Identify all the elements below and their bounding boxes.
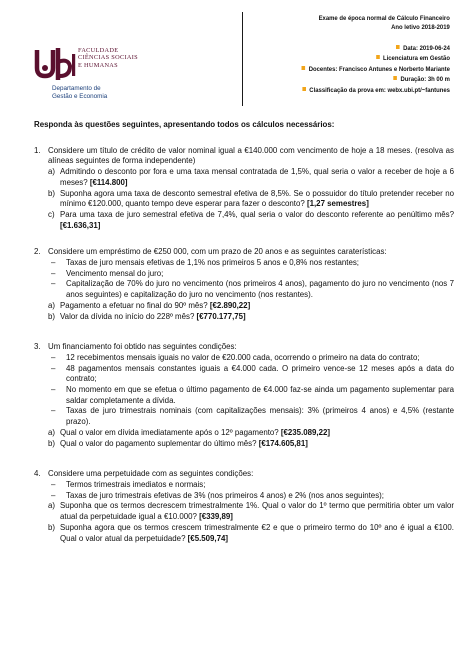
answer: [€339,89] bbox=[199, 512, 233, 522]
meta-degree: Licenciatura em Gestão bbox=[302, 54, 450, 64]
university-logo bbox=[34, 44, 194, 114]
faculty-name: FACULDADE CIÊNCIAS SOCIAIS E HUMANAS bbox=[78, 47, 138, 69]
square-bullet-icon bbox=[393, 76, 397, 80]
meta-teachers: Docentes: Francisco Antunes e Norberto Mariante bbox=[302, 65, 450, 75]
condition-item: – No momento em que se efetua o último pagamento de €4.000 faz-se ainda um pagamento suplementar para saldar completamente a dívida. bbox=[51, 385, 454, 405]
question-1: 1. Considere um título de crédito de valor nominal igual a €140.000 com vencimento de hoje a 18 meses. (resolva as alíneas seguintes de forma independente) a) Admitindo o desconto por fora e uma taxa mensal contratada de 1,5%, qual seria o valor a receber de hoje a 6 meses? [€114.800] b) Suponha agora uma taxa de desconto semestral efetiva de 8,5%. Se o possuidor do título pretender receber no mínimo €120.000, quanto tempo deve esperar para fazer o desconto? [1,27 semestres] c) Para uma taxa de juro semestral efetiva de 7,4%, qual seria o valor do desconto referente ao penúltimo mês? [€1.636,31] bbox=[34, 145, 454, 230]
answer: [€2.890,22] bbox=[209, 300, 251, 310]
instructions: Responda às questões seguintes, apresentando todos os cálculos necessários: bbox=[34, 120, 335, 129]
condition-item: – Taxas de juro trimestrais efetivas de 3% (nos primeiros 4 anos) e 2% (nos anos seguintes); bbox=[51, 490, 384, 500]
square-bullet-icon bbox=[302, 66, 306, 70]
meta-date: Data: 2019-06-24 bbox=[302, 44, 450, 54]
sub-question: b) Qual o valor do pagamento suplementar do último mês? [€174.605,81] bbox=[48, 438, 308, 448]
department-name: Departamento de Gestão e Economia bbox=[52, 85, 108, 100]
condition-item: – Termos trimestrais imediatos e normais; bbox=[51, 479, 206, 489]
question-text: Um financiamento foi obtido nas seguintes condições: bbox=[48, 342, 237, 352]
condition-item: – Vencimento mensal do juro; bbox=[51, 268, 164, 278]
question-4: 4. Considere uma perpetuidade com as seguintes condições: – Termos trimestrais imediatos e normais; – Taxas de juro trimestrais efetivas de 3% (nos primeiros 4 anos) e 2% (nos anos seguintes); a) Suponha que os termos decrescem trimestralmente 1%. Qual o valor do 1º termo que permitiria obter um valor atual da perpetuidade igual a €10.000? [€339,89] b) Suponha agora que os termos crescem trimestralmente €2 e que o primeiro termo do 10º ano é igual a €100. Qual o valor atual da perpetuidade? [€5.509,74] bbox=[34, 469, 454, 543]
sub-question: b) Suponha agora que os termos crescem trimestralmente €2 e que o primeiro termo do 10º ano é igual a €100. Qual o valor atual da perpetuidade? [€5.509,74] bbox=[48, 522, 454, 543]
condition-item: – Capitalização de 70% do juro no vencimento (nos primeiros 4 anos), pagamento do juro no vencimento (nos 7 anos seguintes) e capitalização do juro no vencimento (nos restantes). bbox=[51, 279, 454, 300]
sub-question: b) Suponha agora uma taxa de desconto semestral efetiva de 8,5%. Se o possuidor do título pretender receber no mínimo €120.000, quanto tempo deve esperar para fazer o desconto? [1,27 semestres] bbox=[48, 188, 454, 209]
question-text: Considere um empréstimo de €250 000, com um prazo de 20 anos e as seguintes caraterísticas: bbox=[48, 247, 387, 257]
square-bullet-icon bbox=[396, 45, 400, 49]
answer: [€235.089,22] bbox=[280, 427, 331, 437]
sub-question: a) Qual o valor em dívida imediatamente após o 12º pagamento? [€235.089,22] bbox=[48, 427, 331, 437]
condition-item: – Taxas de juro mensais efetivas de 1,1% nos primeiros 5 anos e 0,8% nos restantes; bbox=[51, 258, 359, 268]
academic-year: Ano letivo 2018-2019 bbox=[391, 24, 450, 31]
condition-item: – Taxas de juro trimestrais nominais (com capitalizações mensais): 3% (primeiros 4 anos) e 4,5% (restante prazo). bbox=[51, 406, 454, 427]
exam-title-block bbox=[319, 14, 450, 32]
sub-question: a) Suponha que os termos decrescem trimestralmente 1%. Qual o valor do 1º termo que permitiria obter um valor atual da perpetuidade igual a €10.000? [€339,89] bbox=[48, 501, 454, 522]
condition-item: – 12 recebimentos mensais iguais no valor de €20.000 cada, ocorrendo o primeiro na data do contrato; bbox=[51, 352, 420, 362]
sub-question: c) Para uma taxa de juro semestral efetiva de 7,4%, qual seria o valor do desconto referente ao penúltimo mês? [€1.636,31] bbox=[48, 209, 454, 230]
question-2: 2. Considere um empréstimo de €250 000, com um prazo de 20 anos e as seguintes caraterísticas: – Taxas de juro mensais efetivas de 1,1% nos primeiros 5 anos e 0,8% nos restantes; – Vencimento mensal do juro; – Capitalização de 70% do juro no vencimento (nos primeiros 4 anos), pagamento do juro no vencimento (nos 7 anos seguintes) e capitalização do juro no vencimento (nos restantes). a) Pagamento a efetuar no final do 90º mês? [€2.890,22] b) Valor da dívida no início do 228º mês? [€770.177,75] bbox=[34, 247, 454, 321]
sub-question: a) Pagamento a efetuar no final do 90º mês? [€2.890,22] bbox=[48, 300, 251, 310]
meta-grades-link: Classificação da prova em: webx.ubi.pt/~fantunes bbox=[302, 86, 450, 96]
question-text: Considere um título de crédito de valor nominal igual a €140.000 com vencimento de hoje a 18 meses. (resolva as alíneas seguintes de forma independente) bbox=[48, 145, 454, 166]
answer: [1,27 semestres] bbox=[306, 199, 369, 209]
square-bullet-icon bbox=[376, 55, 380, 59]
answer: [€114.800] bbox=[89, 177, 128, 187]
meta-duration: Duração: 3h 00 m bbox=[302, 75, 450, 85]
sub-question: b) Valor da dívida no início do 228º mês? [€770.177,75] bbox=[48, 311, 246, 321]
answer: [€770.177,75] bbox=[196, 311, 246, 321]
ubi-logo-icon bbox=[34, 46, 76, 84]
question-text: Considere uma perpetuidade com as seguintes condições: bbox=[48, 469, 254, 479]
exam-meta-list bbox=[302, 44, 450, 96]
exam-body bbox=[34, 120, 454, 544]
sub-question: a) Admitindo o desconto por fora e uma taxa mensal contratada de 1,5%, qual seria o valor a receber de hoje a 6 meses? [€114.800] bbox=[48, 167, 454, 187]
header-divider bbox=[242, 12, 243, 106]
answer: [€1.636,31] bbox=[60, 220, 101, 230]
answer: [€5.509,74] bbox=[187, 533, 229, 543]
answer: [€174.605,81] bbox=[258, 438, 308, 448]
condition-item: – 48 pagamentos mensais constantes iguais a €4.000 cada. O primeiro vence-se 12 meses após a data do contrato; bbox=[51, 363, 454, 384]
square-bullet-icon bbox=[302, 87, 306, 91]
question-3: 3. Um financiamento foi obtido nas seguintes condições: – 12 recebimentos mensais iguais no valor de €20.000 cada, ocorrendo o primeiro na data do contrato; – 48 pagamentos mensais constantes iguais a €4.000 cada. O primeiro vence-se 12 meses após a data do contrato; – No momento em que se efetua o último pagamento de €4.000 faz-se ainda um pagamento suplementar para saldar completamente a dívida. – Taxas de juro trimestrais nominais (com capitalizações mensais): 3% (primeiros 4 anos) e 4,5% (restante prazo). a) Qual o valor em dívida imediatamente após o 12º pagamento? [€235.089,22] b) Qual o valor do pagamento suplementar do último mês? [€174.605,81] bbox=[34, 342, 454, 448]
exam-title: Exame de época normal de Cálculo Financeiro bbox=[318, 15, 450, 22]
